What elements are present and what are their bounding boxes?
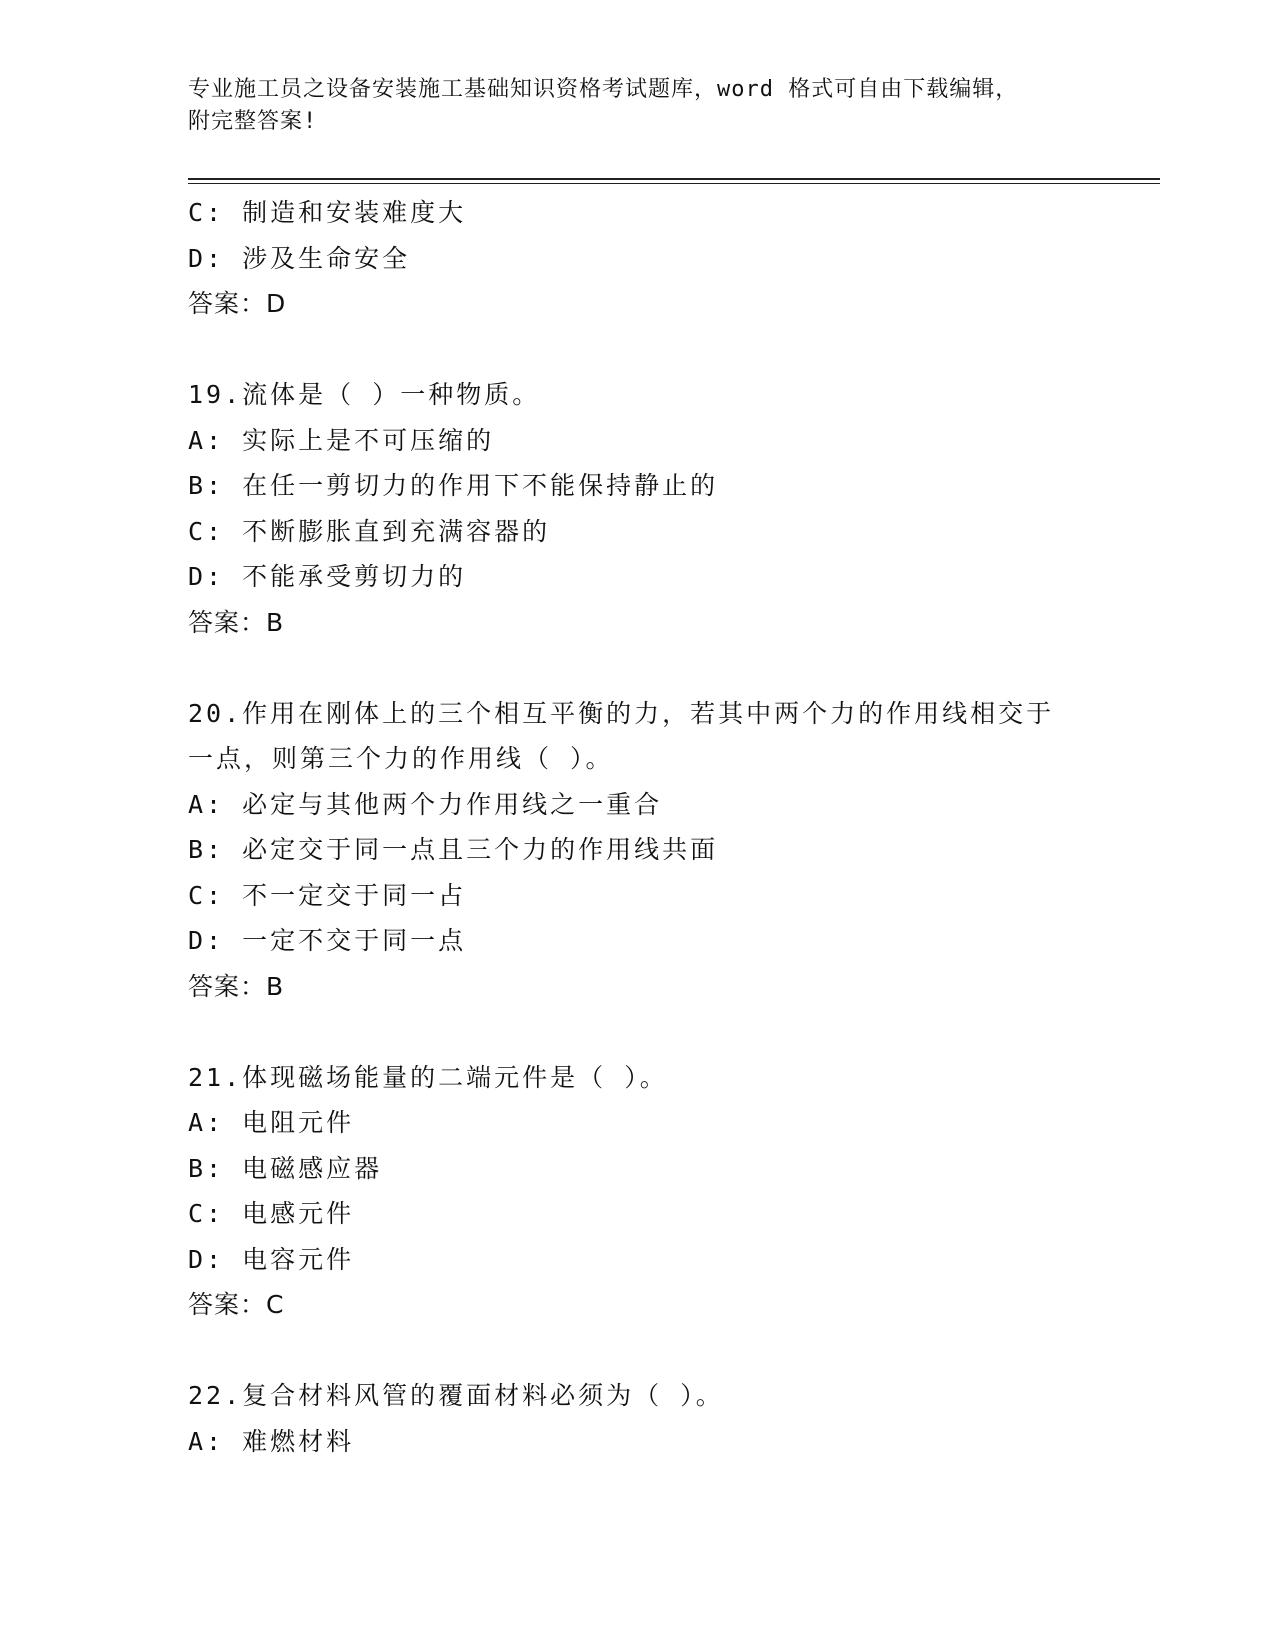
answer-line: 答案：B	[188, 607, 285, 637]
header-line-2: 附完整答案!	[188, 109, 318, 134]
option-c: C: 电感元件	[188, 1199, 355, 1228]
option-b: B: 必定交于同一点且三个力的作用线共面	[188, 835, 719, 864]
option-c: C: 不一定交于同一占	[188, 880, 467, 910]
option-d: D: 一定不交于同一点	[188, 926, 467, 955]
option-a: A: 电阻元件	[188, 1108, 355, 1137]
question-stem: 21.体现磁场能量的二端元件是（ ）。	[188, 1062, 668, 1092]
question-list	[188, 190, 1108, 1464]
question-block-21	[188, 1055, 1108, 1328]
question-block-19	[188, 372, 1108, 645]
header-divider-thin	[188, 183, 1160, 184]
option-b: B: 在任一剪切力的作用下不能保持静止的	[188, 471, 719, 500]
option-b: B: 电磁感应器	[188, 1153, 383, 1183]
option-d: D: 电容元件	[188, 1244, 355, 1274]
option-a: A: 难燃材料	[188, 1426, 355, 1456]
spacer	[188, 1009, 1108, 1055]
question-block-18	[188, 190, 1108, 327]
spacer	[188, 645, 1108, 691]
question-stem-line-2: 一点，则第三个力的作用线（ ）。	[188, 744, 614, 773]
document-header	[188, 74, 1088, 138]
question-stem: 22.复合材料风管的覆面材料必须为（ ）。	[188, 1381, 724, 1410]
spacer	[188, 327, 1108, 373]
question-stem-line-1: 20.作用在刚体上的三个相互平衡的力，若其中两个力的作用线相交于	[188, 698, 1055, 728]
option-a: A: 实际上是不可压缩的	[188, 425, 495, 455]
option-d: D: 涉及生命安全	[188, 243, 411, 273]
question-block-22	[188, 1373, 1108, 1464]
header-divider-thick	[188, 178, 1160, 180]
header-line-1: 专业施工员之设备安装施工基础知识资格考试题库，word 格式可自由下载编辑，	[188, 77, 1019, 102]
option-d: D: 不能承受剪切力的	[188, 562, 467, 591]
answer-line: 答案：D	[188, 289, 287, 318]
option-c: C: 制造和安装难度大	[188, 198, 467, 227]
option-a: A: 必定与其他两个力作用线之一重合	[188, 789, 663, 819]
answer-line: 答案：C	[188, 1290, 285, 1319]
question-block-20	[188, 691, 1108, 1010]
answer-line: 答案：B	[188, 971, 285, 1001]
question-stem: 19.流体是（ ）一种物质。	[188, 380, 541, 409]
spacer	[188, 1328, 1108, 1374]
option-c: C: 不断膨胀直到充满容器的	[188, 516, 551, 546]
